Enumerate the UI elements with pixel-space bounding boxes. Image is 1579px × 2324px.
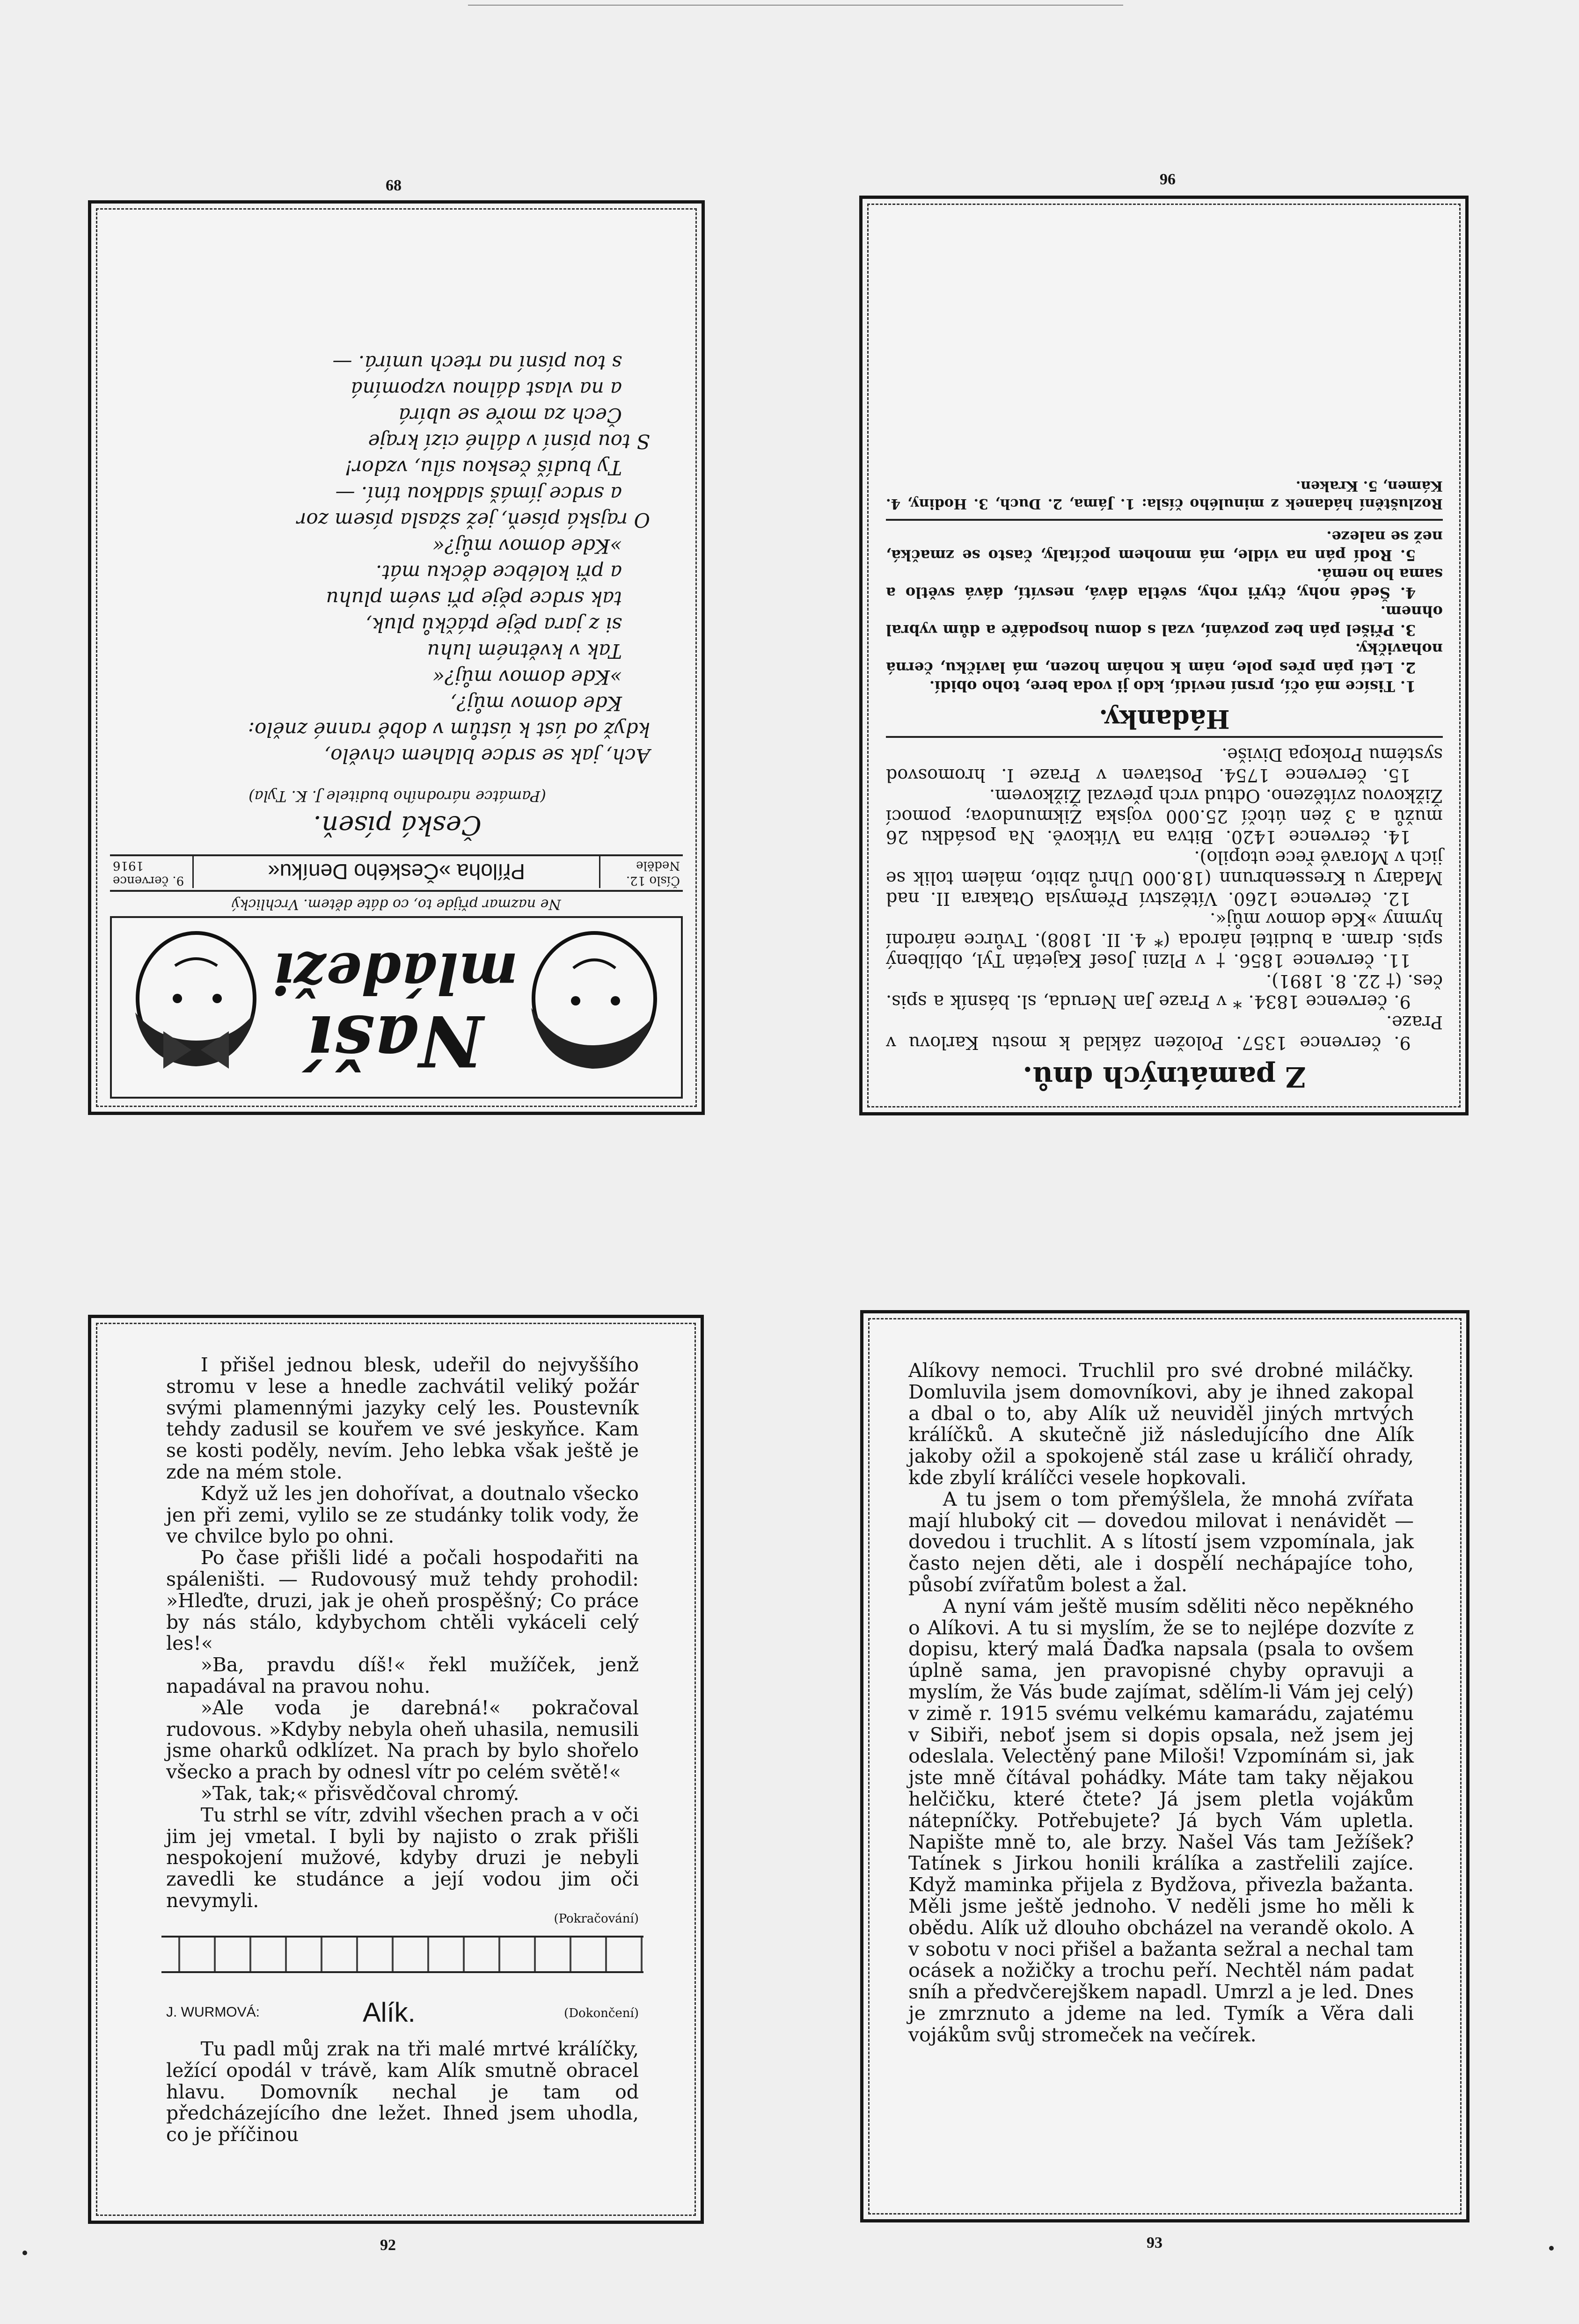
paragraph: Po čase přišli lidé a počali hospodařiti na spáleništi. — Rudovousý muž tehdy prohodil: »Hleďte, druzi, jak je oheň prospěšný; Co práce by nás stálo, kdybychom chtěli vykáceli celý les!«: [166, 1546, 639, 1655]
page-number-bottom-right: 93: [1147, 2234, 1162, 2251]
page-number-bottom-left: 92: [380, 2237, 396, 2254]
solutions-note: Rozluštění hádanek z minulého čísla: 1. Jáma, 2. Duch, 3. Hodiny, 4. Kámen, 5. Kraken.: [886, 478, 1443, 512]
memorial-entry: 9. července 1834. * v Praze Jan Neruda, sl. básník a spis. čes. († 22. 8. 1891).: [886, 971, 1443, 1012]
story-end-tag: (Dokončení): [564, 2006, 639, 2020]
riddle: 2. Letí pán přes pole, nám k nohám hozen, má lavičku, černá nohavičky.: [886, 640, 1443, 677]
memorial-entry: 9. července 1357. Položen základ k mostu Karlovu v Praze.: [886, 1012, 1443, 1053]
story-title: Alík.: [363, 1997, 416, 2028]
poem-block: [126, 350, 669, 840]
paragraph: A tu jsem o tom přemýšlela, že mnohá zvířata mají hluboký cit — dovedou milovat i nenávidět — dovedou i truchlit. A s lítostí jsem vzpomínala, jak často nejen děti, ale i dospělí nechápajíce toho, působí zvířatům bolest a žal.: [908, 1487, 1414, 1596]
scan-edge-line: [468, 5, 1123, 6]
continued-note: (Pokračování): [554, 1911, 639, 1926]
story-header: [166, 1994, 639, 2027]
top-right-text: [886, 477, 1443, 1092]
page-number-top-right: 96: [1160, 171, 1176, 188]
poem-lines: [126, 350, 669, 769]
riddle: 1. Tisíce má očí, prsní nevidí, kdo ji voda bere, toho obidí.: [929, 678, 1416, 695]
page-bottom-left: [88, 1315, 704, 2224]
supplement-label: Příloha »Českého Deníku«: [268, 860, 525, 884]
ornamental-band: [161, 1936, 643, 1973]
page-bottom-right: [860, 1310, 1469, 2222]
issue-right: [113, 855, 194, 888]
page-number-top-left: 68: [386, 177, 402, 194]
paragraph: Když už les jen dohořívat, a doutnalo všecko jen při zemi, vylilo se ze studánky tolik vody, že ve chvilce bylo po ohni.: [166, 1482, 639, 1548]
poem-attribution: (Památce národního buditele J. K. Tyla): [249, 787, 546, 805]
masthead-title: [264, 938, 526, 1082]
issue-year: 1916: [113, 859, 144, 873]
masthead-motto: Ne nazmar přijde to, co dáte dětem. Vrchlický: [232, 896, 561, 912]
poem-line: si z jara pěje ptáčků pluk,: [366, 613, 622, 636]
memorial-entry: 15. července 1754. Postaven v Praze I. hromosvod systému Prokopa Diviše.: [886, 744, 1443, 786]
masthead: [110, 916, 683, 1099]
divider: [886, 736, 1443, 738]
eye-left-1: [611, 996, 620, 1005]
riddles-title: Hádanky.: [1099, 704, 1230, 734]
memorial-entry: 12. července 1260. Vítězství Přemysla Otakara II. nad Maďary u Kressenbrunn (18.000 Uhrů zbito, málem tolik se jich v Moravě řece utopilo).: [886, 847, 1443, 909]
paragraph: A nyní vám ještě musím sděliti něco nepěkného o Alíkovi. A tu si myslím, že se to nejlépe dozvíte z dopisu, který malá Ďaďka napsala (psala to ovšem úplně sama, jen pravopisné chyby opravuji a myslím, že Vás bude zajímat, sdělím-li Vám jej celý) v zimě r. 1915 svému velkému kamarádu, zajatému v Sibiři, neboť jsem si dopis opsala, než jsem jej odeslala. Velectěný pane Miloši! Vzpomínám si, jak jste mně čítával pohádky. Máte tam taky nějakou helčičku, které čtete? Já jsem pletla vojákům nátepníčky. Potřebujete? Já bych Vám upletla. Napište mně to, ale brzy. Našel Vás tam Ježíšek? Tatínek s Jirkou honili králíka a zastřelili zajíce. Když maminka přijela z Bydžova, přivezla bažanta. Měli jsme ještě jednoho. V neděli jsme ho měli k obědu. Alík už dlouho obcházel na verandě okolo. A v sobotu v noci přišel a bažanta sežral a nechal tam ocásek a nožičky a trochu peří. Nechtěl nám padat sníh a předvčerejškem napadl. Umrzl a je led. Dnes je zmrznuto a jdeme na led. Tymík a Věra dali vojákům svůj stromeček na večírek.: [908, 1595, 1414, 2046]
scan-dot-right: [1549, 2246, 1554, 2251]
child-face-right-drawing: [121, 924, 271, 1087]
poem-title: Česká píseň.: [313, 810, 482, 840]
masthead-title-line1: Naší: [307, 999, 483, 1082]
masthead-title-line2: mládeži: [272, 940, 519, 1006]
riddle: 5. Rodí pán na vidle, má mnohem počítaly, často se zmačká, než se naleze.: [886, 528, 1443, 564]
mouth-left: [573, 960, 615, 969]
riddle: 4. Šedé nohy, čtyři rohy, světla dává, nesvítí, dává světlo a sama ho nemá.: [886, 565, 1443, 602]
poem-line: tak srdce pěje při svém pluhu: [326, 587, 622, 610]
paragraph: »Ba, pravdu díš!« řekl mužíček, jenž napadával na pravou nohu.: [166, 1654, 639, 1697]
eye-right-2: [173, 994, 182, 1003]
hair-left: [531, 1008, 653, 1069]
poem-line: když od úst k ústům v době ranné znělo:: [248, 718, 650, 741]
page-top-left-content: [91, 204, 702, 1112]
poem-line: »Kde domov můj?«: [432, 535, 622, 558]
memorial-days-title: Z památných dnů.: [1023, 1060, 1306, 1093]
paragraph: Alíkovy nemoci. Truchlil pro své drobné miláčky. Domluvila jsem domovníkovi, aby je ihned zakopal a dbal o to, aby Alík už neuviděl jiných mrtvých králíčků. A skutečně již následujícího dne Alík jakoby ožil a spokojeně stál zase u králičí ohrady, kde zbylí králíčci vesele hopkovali.: [908, 1359, 1414, 1489]
story-text: [166, 2039, 639, 2146]
poem-line: a srdce jímáš sladkou tíní. —: [335, 482, 622, 505]
issue-left: [599, 855, 680, 888]
scan-dot-left: [22, 2251, 27, 2255]
issue-bar: [110, 854, 683, 892]
mouth-right: [175, 959, 217, 966]
story-author: J. WURMOVÁ:: [166, 2004, 260, 2020]
poem-line: Tak v květném luhu: [427, 640, 622, 663]
issue-date: 9. července: [113, 874, 184, 888]
hair-right: [135, 1013, 255, 1066]
poem-line: Ach, jak se srdce blahem chvělo,: [324, 744, 650, 767]
issue-number: Číslo 12.: [626, 874, 680, 888]
poem-line: »Kde domov můj?«: [432, 666, 622, 689]
paragraph: Tu strhl se vítr, zdvihl všechen prach a v oči jim jej vmetal. I byli by najisto o zrak přišli nespokojení mužové, kdyby druzi je nebyli zavedli ke studánce a její vodou jim oči nevymyli.: [166, 1803, 639, 1912]
paragraph: »Tak, tak;« přisvědčoval chromý.: [200, 1782, 519, 1805]
poem-line: S tou písní v dálné cizí kraje: [368, 430, 650, 453]
poem-line: s tou písní na rtech umírá. —: [332, 351, 622, 374]
paragraph: I přišel jednou blesk, udeřil do nejvyššího stromu v lese a hnedle zachvátil veliký požár svými plamennými jazyky celý les. Poustevník tehdy zadusil se kouřem ve své jeskyňce. Kam se kosti poděly, nevím. Jeho lebka však ještě je zde na mém stole.: [166, 1354, 639, 1483]
child-face-left-drawing: [517, 924, 672, 1087]
bottom-left-text: [166, 1355, 639, 1926]
poem-line: Kde domov můj?,: [450, 692, 622, 715]
memorial-entry: 14. července 1420. Bitva na Vítkově. Na posádku 26 mužů a 3 žen útočí 25.000 vojska Zikmundova; pomocí Žižkovou zvítězeno. Odtud vrch převzal Žižkovem.: [886, 786, 1443, 847]
poem-line: O rajská píseň, jež sžasla písem zor: [297, 509, 650, 532]
issue-day: Neděle: [636, 859, 680, 873]
riddle: 3. Přišel pán bez pozvání, vzal s domu hospodáře a dům vybral ohnem.: [886, 603, 1443, 639]
paragraph: »Ale voda je darebná!« pokračoval rudovous. »Kdyby nebyla oheň uhasila, nemusili jsme oharků odklízet. Na prach by bylo shořelo všecko a prach by odnesl vítr po celém světě!«: [166, 1696, 639, 1784]
eye-right-1: [212, 994, 222, 1003]
page-top-right-content: [863, 199, 1465, 1112]
bottom-right-text: [908, 1360, 1414, 2046]
page-top-right: [859, 196, 1469, 1115]
page-top-left: [88, 200, 705, 1115]
divider: [886, 519, 1443, 521]
paragraph: Tu padl můj zrak na tři malé mrtvé králíčky, ležící opodál v trávě, kam Alík smutně obracel hlavu. Domovník nechal je tam od předcházejícího dne ležet. Ihned jsem uhodla, co je příčinou: [166, 2038, 639, 2146]
memorial-entry: 11. července 1856. † v Plzni Josef Kajetán Tyl, oblíbený spis. dram. a buditel národa (* 4. II. 1808). Tvůrce národní hymny »Kde domov můj«.: [886, 909, 1443, 971]
eye-left-2: [571, 996, 580, 1005]
poem-line: a při kolébce děcku mát.: [376, 561, 622, 584]
poem-line: a na vlast dálnou vzpomíná: [351, 378, 622, 401]
poem-line: Ty budíš českou sílu, vzdor!: [344, 456, 622, 479]
poem-line: Čech za moře se ubírá: [398, 404, 622, 427]
